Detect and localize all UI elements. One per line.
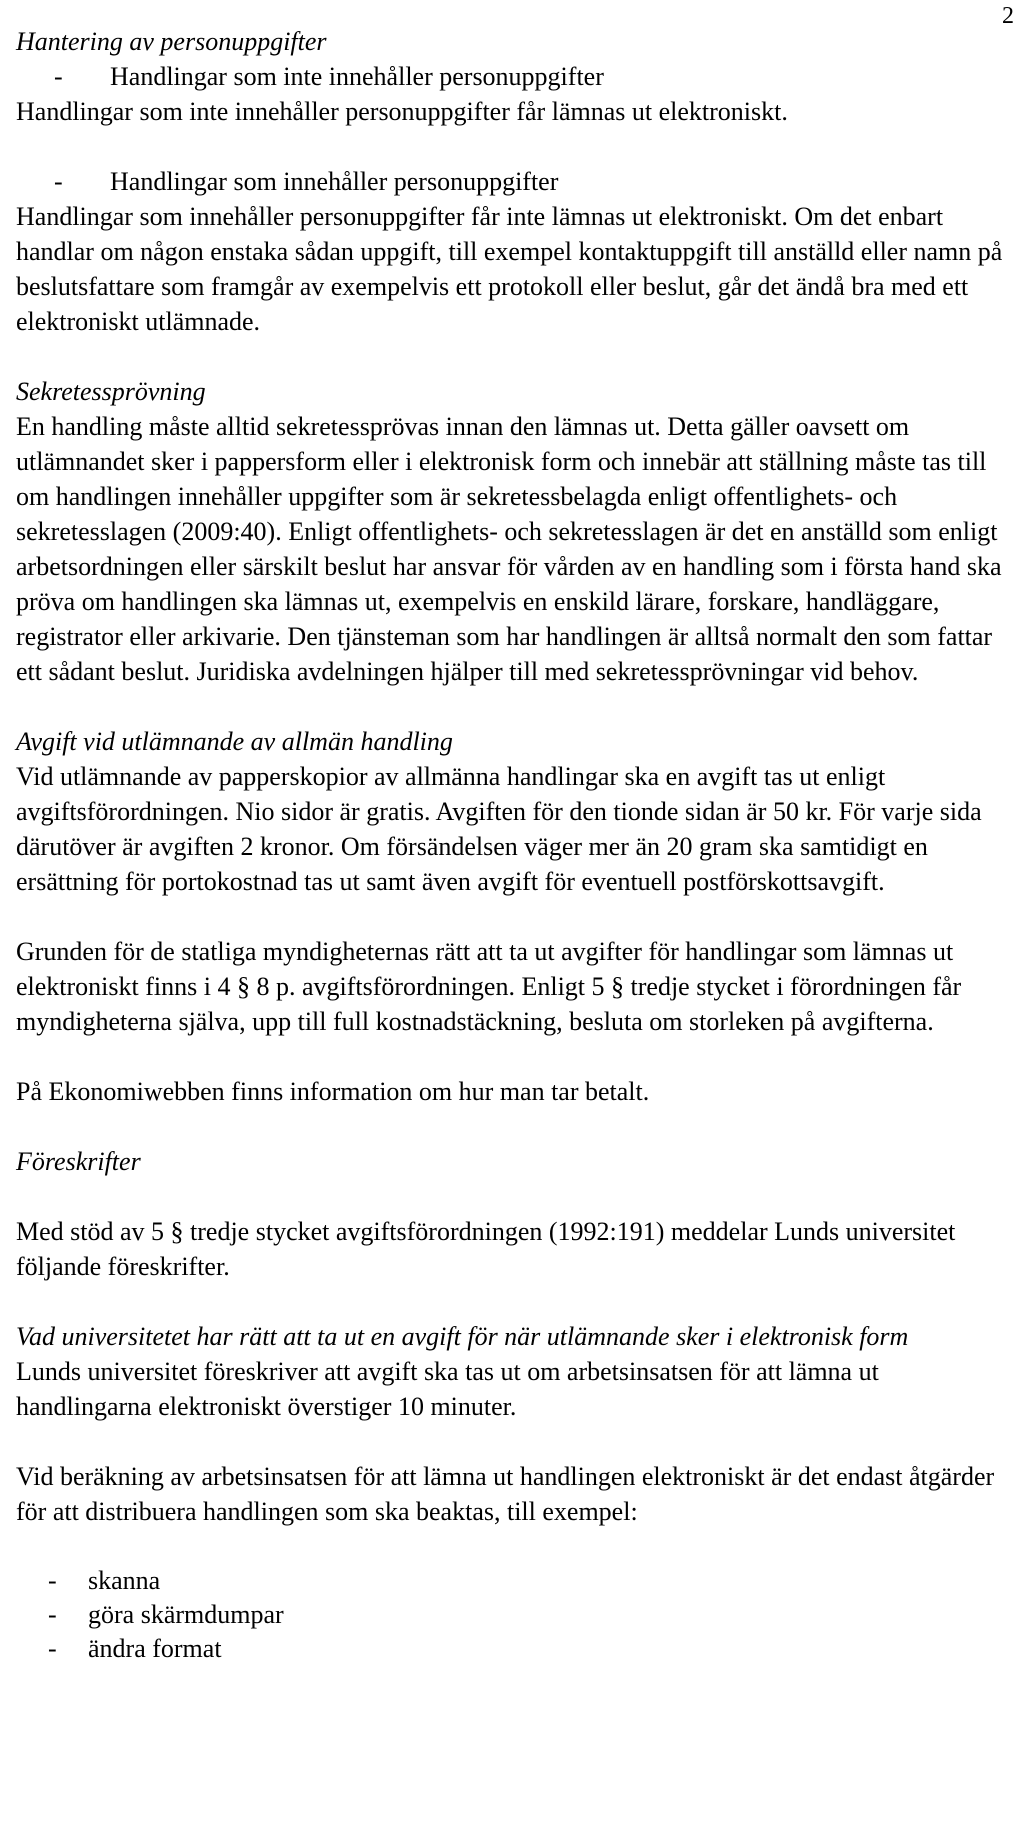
paragraph-economy-web: På Ekonomiwebben finns information om hur man tar betalt. xyxy=(16,1077,650,1106)
paragraph-electronic-fee: Lunds universitet föreskriver att avgift ska tas ut om arbetsinsatsen för att lämna ut handlingarna elektroniskt överstiger 10 minuter. xyxy=(16,1357,879,1421)
item-label: Handlingar som inte innehåller personuppgifter xyxy=(110,62,604,91)
document-body xyxy=(16,24,1016,1666)
paragraph-fees-paper: Vid utlämnande av papperskopior av allmänna handlingar ska en avgift tas ut enligt avgiftsförordningen. Nio sidor är gratis. Avgiften för den tionde sidan är 50 kr. För varje sida därutöver är avgiften 2 kronor. Om försändelsen väger mer än 20 gram ska samtidigt en ersättning för portokostnad tas ut samt även avgift för eventuell postförskottsavgift. xyxy=(16,762,982,896)
page-number: 2 xyxy=(1002,3,1014,29)
heading-confidentiality-review: Sekretessprövning xyxy=(16,377,206,406)
paragraph-work-effort: Vid beräkning av arbetsinsatsen för att lämna ut handlingen elektroniskt är det endast åtgärder för att distribuera handlingen som ska beaktas, till exempel: xyxy=(16,1462,995,1526)
list-item: - göra skärmdumpar xyxy=(48,1600,284,1629)
heading-electronic-fee: Vad universitetet har rätt att ta ut en avgift för när utlämnande sker i elektronisk form xyxy=(16,1322,909,1351)
heading-fees: Avgift vid utlämnande av allmän handling xyxy=(16,727,453,756)
list-item-with-personal-data: - Handlingar som innehåller personuppgifter xyxy=(54,167,559,196)
paragraph-fees-electronic: Grunden för de statliga myndigheternas rätt att ta ut avgifter för handlingar som lämnas ut elektroniskt finns i 4 § 8 p. avgiftsförordningen. Enligt 5 § tredje stycket i förordningen får myndigheterna själva, upp till full kostnadstäckning, besluta om storleken på avgifterna. xyxy=(16,937,962,1036)
list-item-no-personal-data: - Handlingar som inte innehåller personuppgifter xyxy=(54,62,604,91)
action-list xyxy=(16,1564,1016,1666)
paragraph-confidentiality-review: En handling måste alltid sekretessprövas innan den lämnas ut. Detta gäller oavsett om utlämnandet sker i pappersform eller i elektronisk form och innebär att ställning måste tas till om handlingen innehåller uppgifter som är sekretessbelagda enligt offentlighets- och sekretesslagen (2009:40). Enligt offentlighets- och sekretesslagen är det en anställd som enligt arbetsordningen eller särskilt beslut har ansvar för vården av en handling som i första hand ska pröva om handlingen ska lämnas ut, exempelvis en enskild lärare, forskare, handläggare, registrator eller arkivarie. Den tjänsteman som har handlingen är alltså normalt den som fattar ett sådant beslut. Juridiska avdelningen hjälper till med sekretessprövningar vid behov. xyxy=(16,412,1002,686)
list-item: - ändra format xyxy=(48,1634,222,1663)
heading-regulations: Föreskrifter xyxy=(16,1147,141,1176)
paragraph-with-personal-data: Handlingar som innehåller personuppgifter får inte lämnas ut elektroniskt. Om det enbart handlar om någon enstaka sådan uppgift, till exempel kontaktuppgift till anställd eller namn på beslutsfattare som framgår av exempelvis ett protokoll eller beslut, går det ändå bra med ett elektroniskt utlämnade. xyxy=(16,202,1003,336)
heading-personal-data: Hantering av personuppgifter xyxy=(16,27,327,56)
item-label: Handlingar som innehåller personuppgifter xyxy=(110,167,559,196)
paragraph-no-personal-data: Handlingar som inte innehåller personuppgifter får lämnas ut elektroniskt. xyxy=(16,97,788,126)
list-item: - skanna xyxy=(48,1566,161,1595)
paragraph-regulations: Med stöd av 5 § tredje stycket avgiftsförordningen (1992:191) meddelar Lunds universitet följande föreskrifter. xyxy=(16,1217,956,1281)
